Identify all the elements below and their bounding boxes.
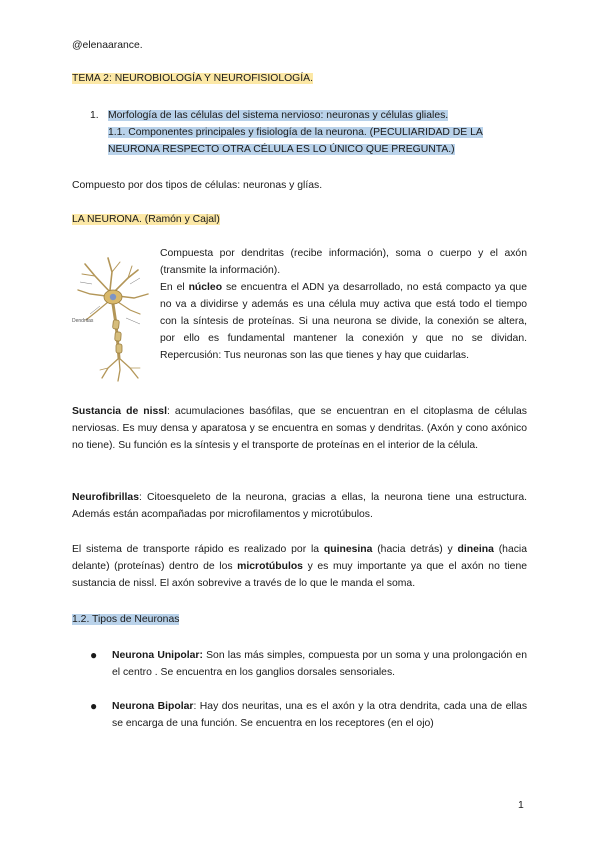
types-list <box>90 647 527 732</box>
dendrites-label: Dendritas <box>72 318 94 324</box>
list-item <box>90 647 527 681</box>
unipolar-text: Son las más simples, compuesta por un soma y una prolongación en el centro . Se encuentra en los ganglios dorsales sensoriales. <box>112 650 527 678</box>
neuron-dendrite <box>118 302 140 314</box>
transport-t3: (hacia delante) (proteínas) dentro de los <box>72 544 528 572</box>
transport-t2: (hacia detrás) y <box>372 544 458 555</box>
unipolar-term: Neurona Unipolar: <box>112 650 203 661</box>
neuron-heading <box>72 211 220 228</box>
nissl-term: Sustancia de nissl <box>72 406 167 417</box>
transport-t1: El sistema de transporte rápido es realizado por la <box>72 544 324 555</box>
outline-subitem-line2: NEURONA RESPECTO OTRA CÉLULA ES LO ÚNICO QUE PREGUNTA.) <box>108 144 455 155</box>
dynein-term: dineina <box>457 544 494 555</box>
bipolar-text: : Hay dos neuritas, una es el axón y la otra dendrita, cada una de ellas se encarga de una función. Se encuentra en los receptores (en el ojo) <box>112 701 528 729</box>
label-pointer <box>126 318 140 324</box>
label-pointer <box>80 282 92 284</box>
neuron-p1: Compuesta por dendritas (recibe información), soma o cuerpo y el axón (transmite la información). <box>160 248 527 276</box>
intro-paragraph: Compuesto por dos tipos de células: neuronas y glías. <box>72 180 323 191</box>
neuron-axon-terminal <box>102 358 119 378</box>
neuron-dendrite <box>85 264 110 292</box>
nissl-paragraph <box>72 403 527 454</box>
nissl-text: : acumulaciones basófilas, que se encuentran en el citoplasma de células nerviosas. Es muy densa y aparatosa y se encuentra en somas y dendritas. (Axón y cono axónico no tiene). Su función es la síntesis y el transporte de proteínas en el interior de la célula. <box>72 406 527 451</box>
neurofibrils-term: Neurofibrillas <box>72 492 139 503</box>
outline-subitem <box>108 124 528 158</box>
transport-paragraph <box>72 541 527 592</box>
myelin-sheath <box>115 332 122 341</box>
neuron-nucleus <box>110 294 116 300</box>
neuron-p2-before: En el <box>160 282 189 293</box>
page-number: 1 <box>518 800 524 811</box>
neuron-dendrite <box>112 262 120 272</box>
neuron-dendrite <box>78 290 106 296</box>
myelin-sheath <box>112 320 119 330</box>
kinesin-term: quinesina <box>323 544 373 555</box>
topic-title <box>72 70 313 87</box>
neurofibrils-paragraph <box>72 489 527 523</box>
neurofibrils-text: : Citoesqueleto de la neurona, gracias a ellas, la neurona tiene una estructura. Además están acompañadas por microfilamentos y microtúbulos. <box>72 492 527 520</box>
neuron-dendrite <box>108 258 112 290</box>
bullet-icon: ● <box>90 699 98 713</box>
myelin-sheath <box>116 344 122 353</box>
outline-item-text: Morfología de las células del sistema nervioso: neuronas y células gliales. <box>108 110 449 121</box>
neuron-heading-text: LA NEURONA. (Ramón y Cajal) <box>72 214 220 225</box>
nucleus-term: núcleo <box>188 282 223 293</box>
bipolar-term: Neurona Bipolar <box>112 701 194 712</box>
types-heading-text: 1.2. Tipos de Neuronas <box>72 614 180 625</box>
microtubules-term: microtúbulos <box>237 561 303 572</box>
types-heading <box>72 611 179 628</box>
list-item <box>90 698 527 732</box>
header-handle: @elenaarance. <box>72 40 143 51</box>
outline-item-1 <box>90 107 530 124</box>
neuron-dendrite <box>118 294 148 298</box>
outline-subitem-line1: 1.1. Componentes principales y fisiología de la neurona. (PECULIARIDAD DE LA <box>108 127 483 138</box>
topic-title-text: TEMA 2: NEUROBIOLOGÍA Y NEUROFISIOLOGÍA. <box>72 73 313 84</box>
neuron-p2-after: se encuentra el ADN ya desarrollado, no está compacto ya que no va a dividirse y además es una célula muy activa que está todo el tiempo con la síntesis de proteínas. Si una neurona se divide, la conexión se altera, por ello es fundamental mantener la conexión y que no se dividan. Repercusión: Tus neuronas son las que tienes y hay que cuidarlas. <box>160 282 527 361</box>
neuron-axon-terminal <box>118 358 120 381</box>
neuron-description <box>160 245 527 364</box>
neuron-p2 <box>160 279 527 364</box>
neuron-illustration <box>70 254 156 384</box>
label-pointer <box>130 278 140 284</box>
transport-t4: y es muy importante ya que el axón no tiene sustancia de nissl. El axón sobrevive a través de lo que le manda el soma. <box>72 561 527 589</box>
outline-number: 1. <box>90 110 99 121</box>
neuron-dendrite <box>114 270 138 292</box>
bullet-icon: ● <box>90 648 98 662</box>
